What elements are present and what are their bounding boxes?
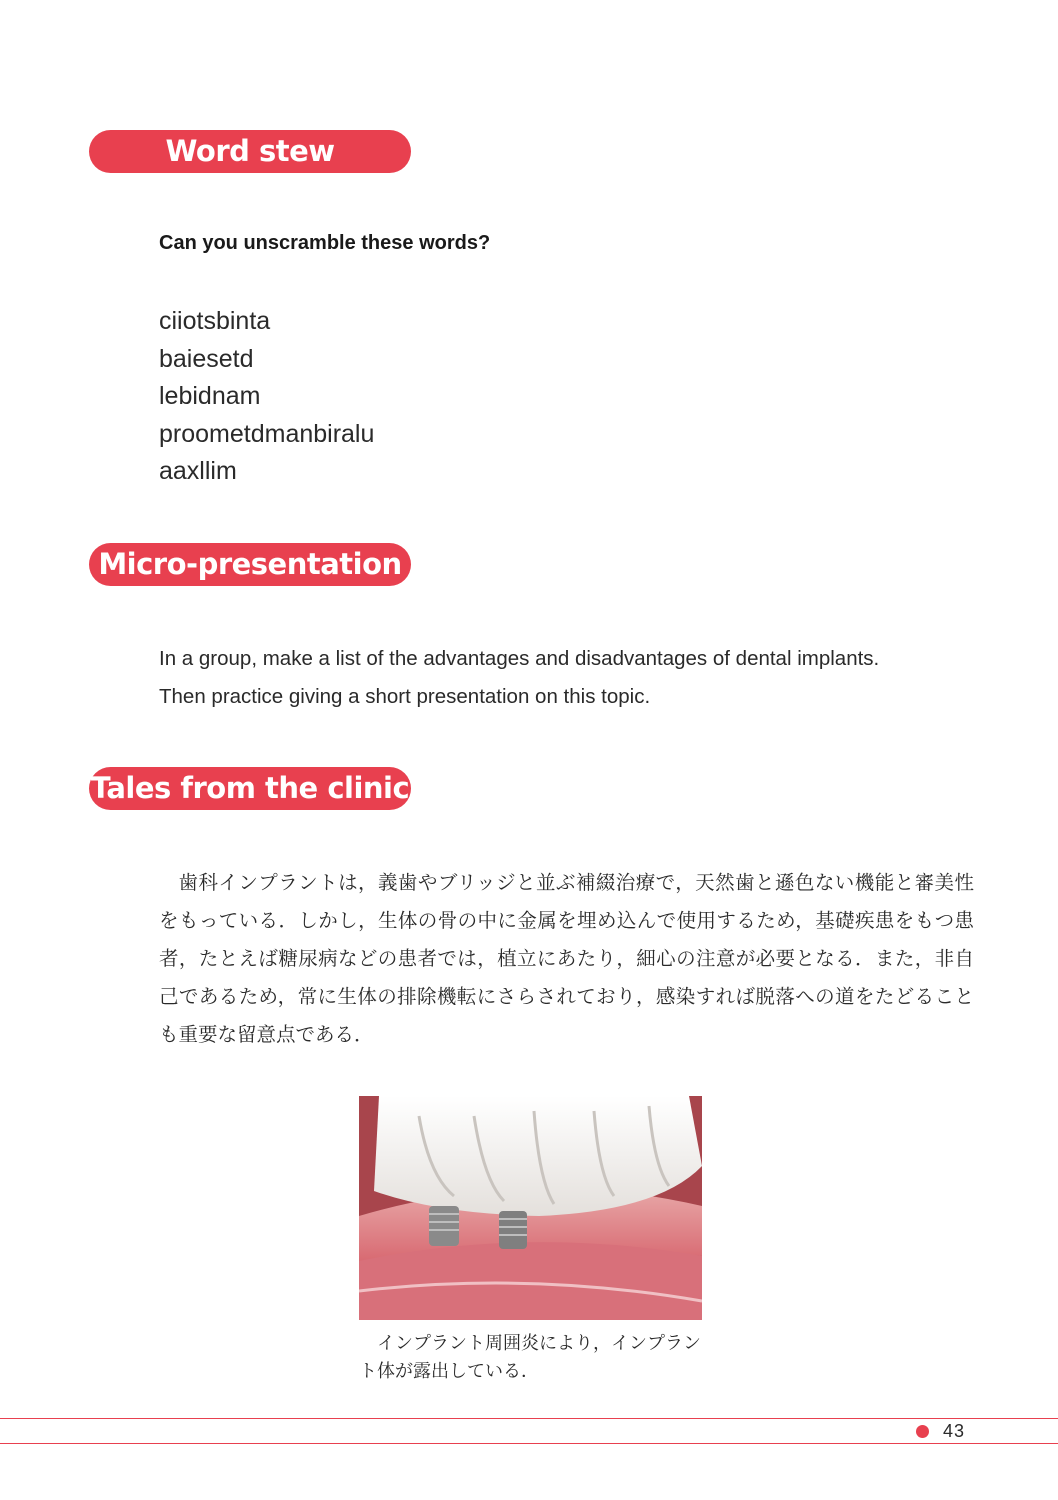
- scrambled-word: ciiotsbinta: [159, 307, 271, 335]
- section-heading-word-stew: Word stew: [89, 130, 411, 173]
- dental-implant-photo: [359, 1096, 702, 1320]
- footer-bottom-rule: [0, 1443, 1058, 1444]
- photo-caption: インプラント周囲炎により，インプラント体が露出している．: [359, 1333, 701, 1382]
- scrambled-word: baiesetd: [159, 344, 254, 373]
- scrambled-word-list: [159, 303, 374, 491]
- section-heading-tales-from-the-clinic: Tales from the clinic: [89, 767, 411, 810]
- scrambled-word: lebidnam: [159, 382, 261, 410]
- page-number-dot-icon: [916, 1425, 929, 1438]
- micro-presentation-line: In a group, make a list of the advantages and disadvantages of dental implants.: [159, 647, 880, 670]
- scrambled-word: aaxllim: [159, 457, 237, 485]
- footer-top-rule: [0, 1418, 1058, 1419]
- implant-photo-illustration: [359, 1096, 702, 1320]
- page-number: 43: [943, 1421, 966, 1441]
- micro-presentation-line: Then practice giving a short presentation on this topic.: [159, 684, 651, 708]
- micro-presentation-text: [159, 640, 999, 715]
- section-heading-micro-presentation: Micro-presentation: [89, 543, 411, 586]
- word-stew-instruction: Can you unscramble these words?: [159, 232, 491, 254]
- scrambled-word: proometdmanbiralu: [159, 419, 375, 448]
- clinic-paragraph: 歯科インプラントは，義歯やブリッジと並ぶ補綴治療で，天然歯と遜色ない機能と審美性をもっている．しかし，生体の骨の中に金属を埋め込んで使用するため，基礎疾患をもつ患者，たとえば糖尿病などの患者では，植立にあたり，細心の注意が必要となる．また，非自己であるため，常に生体の排除機転にさらされており，感染すれば脱落への道をたどることも重要な留意点である．: [159, 871, 974, 1046]
